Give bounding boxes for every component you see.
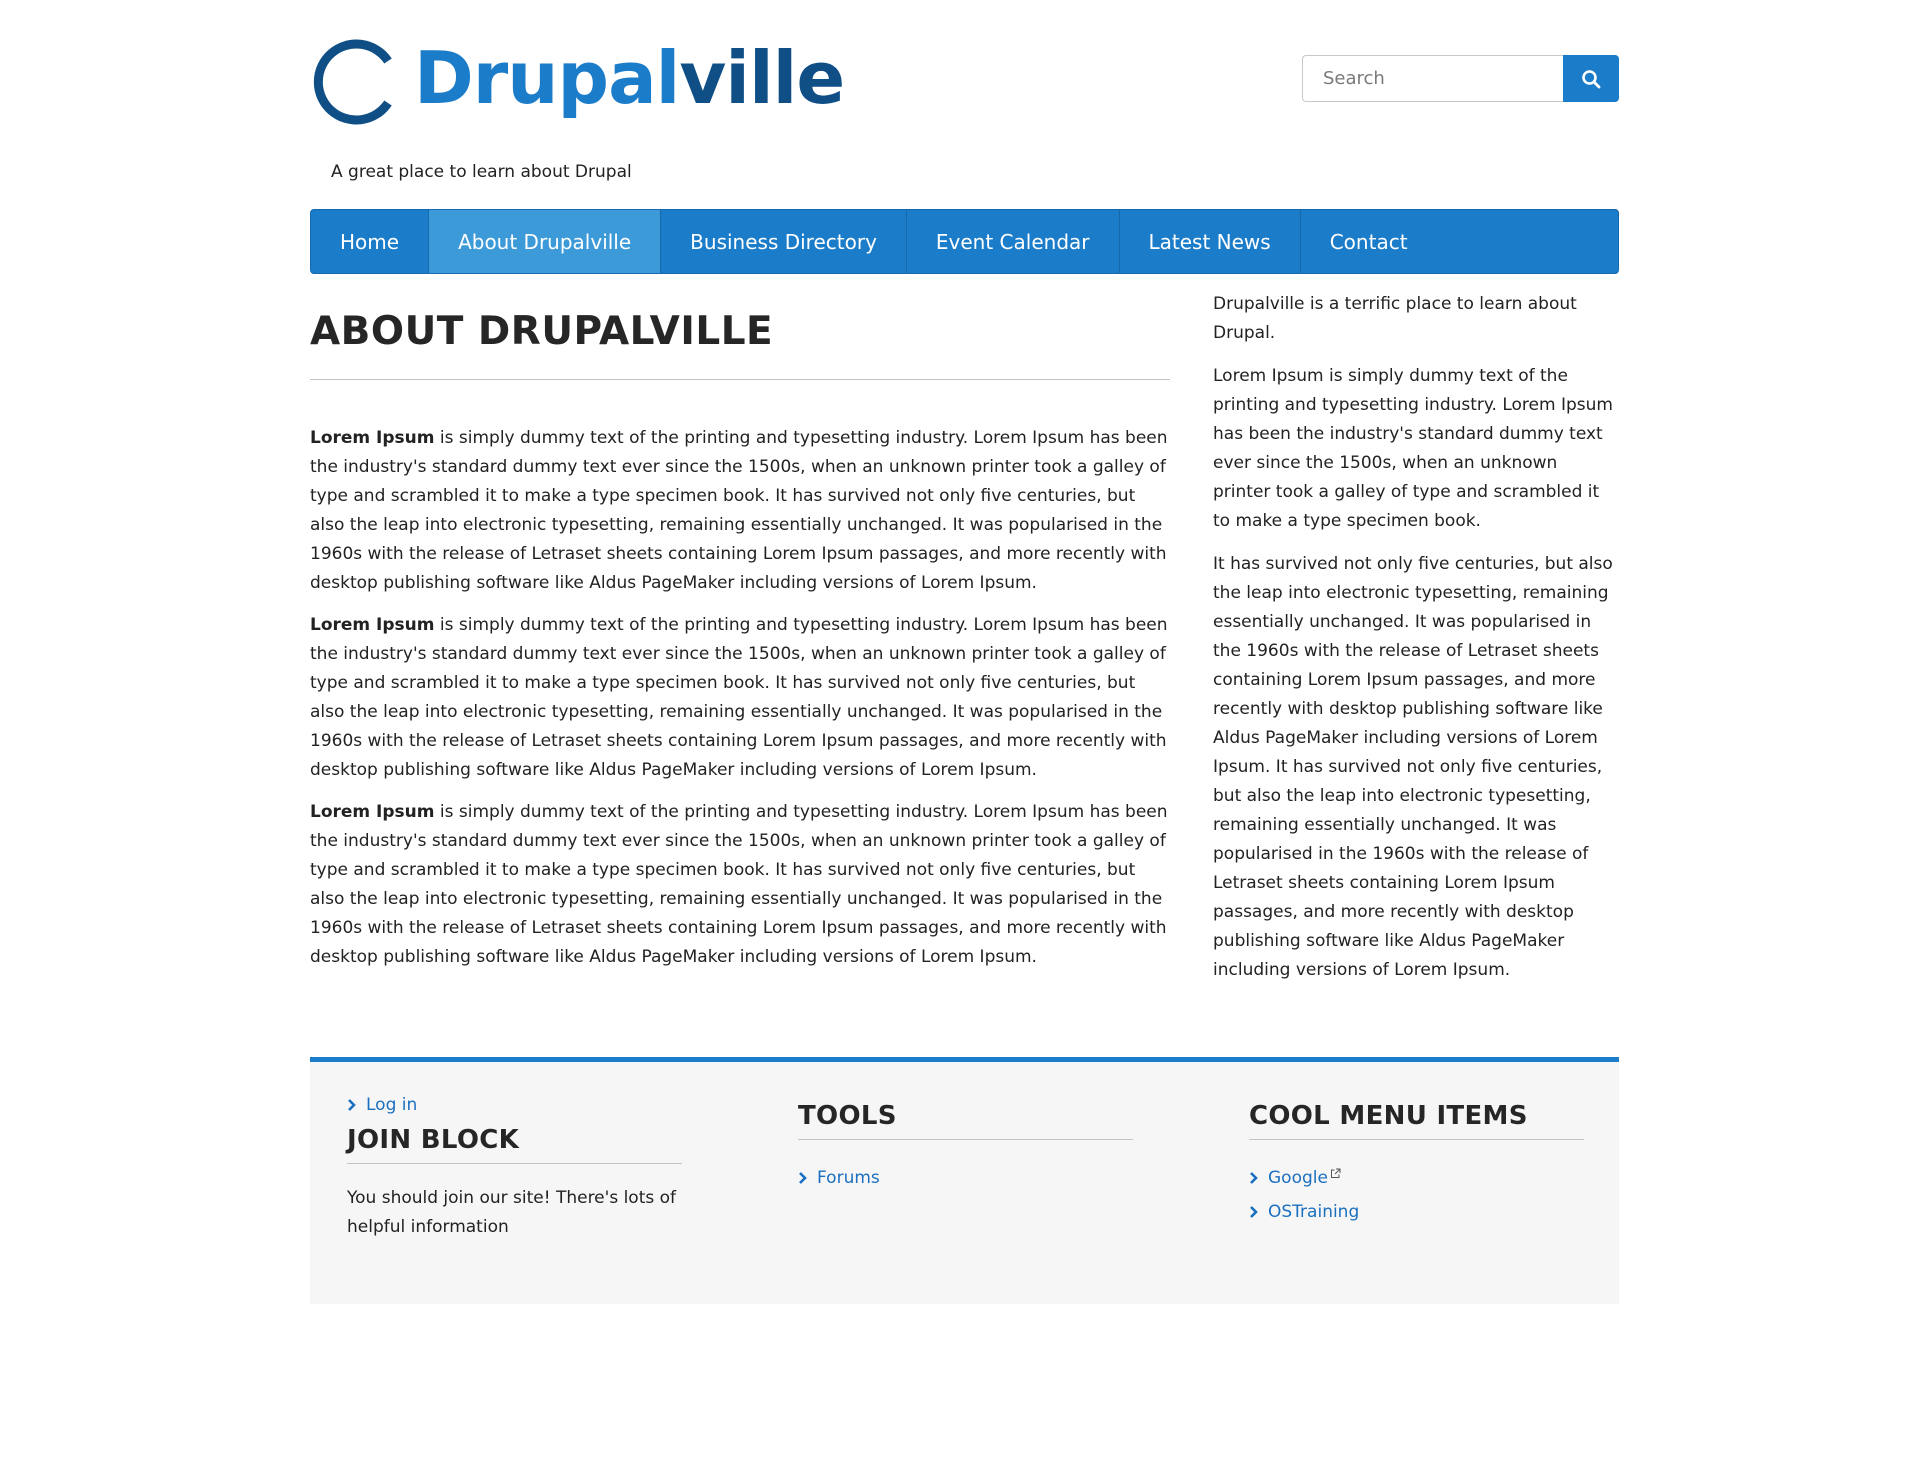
cool-menu-heading: COOL MENU ITEMS [1249,1101,1584,1140]
search-button[interactable] [1563,55,1619,102]
site-logo[interactable] [310,37,844,127]
tools-heading: TOOLS [798,1101,1133,1140]
forums-link-label: Forums [817,1168,880,1188]
sidebar [1213,274,1619,999]
join-block-text: You should join our site! There's lots of helpful information [347,1188,677,1237]
nav-item-home[interactable]: Home [311,210,429,273]
footer-column-join [347,1062,682,1242]
ostraining-link-label: OSTraining [1268,1202,1360,1222]
external-link-icon [1330,1168,1341,1179]
sidebar-paragraph: Lorem Ipsum is simply dummy text of the printing and typesetting industry. Lorem Ipsum has been the industry's standard dummy text ever since the 1500s, when an unknown printer took a galley of type and scrambled it to make a type specimen book. [1213,366,1613,531]
join-block-heading: JOIN BLOCK [347,1125,682,1164]
site-name-primary: Drupal [414,36,680,120]
article-body [310,424,1170,972]
login-link-label: Log in [366,1095,418,1115]
cool-menu [1249,1168,1584,1222]
tools-menu [798,1168,1133,1188]
main-navigation [310,209,1619,274]
sidebar-paragraph: It has survived not only five centuries, but also the leap into electronic typesetting, remaining essentially unchanged. It was popularised in the 1960s with the release of Letraset sheets containing Lorem Ipsum passages, and more recently with desktop publishing software like Aldus PageMaker including versions of Lorem Ipsum. It has survived not only five centuries, but also the leap into electronic typesetting, remaining essentially unchanged. It was popularised in the 1960s with the release of Letraset sheets containing Lorem Ipsum passages, and more recently with desktop publishing software like Aldus PageMaker including versions of Lorem Ipsum. [1213,554,1613,980]
paragraph-text: is simply dummy text of the printing and typesetting industry. Lorem Ipsum has been the industry's standard dummy text ever since the 1500s, when an unknown printer took a galley of type and scrambled it to make a type specimen book. It has survived not only five centuries, but also the leap into electronic typesetting, remaining essentially unchanged. It was popularised in the 1960s with the release of Letraset sheets containing Lorem Ipsum passages, and more recently with desktop publishing software like Aldus PageMaker including versions of Lorem Ipsum. [310,801,1168,967]
nav-item-business-directory[interactable]: Business Directory [661,210,907,273]
article-paragraph [310,424,1170,598]
login-link[interactable] [347,1095,682,1115]
search-input[interactable] [1302,55,1563,102]
page [310,0,1619,1304]
title-divider [310,379,1170,380]
site-name [414,36,845,120]
chevron-right-icon [347,1098,357,1112]
paragraph-bold-lead: Lorem Ipsum [310,801,435,822]
chevron-right-icon [798,1171,808,1185]
circle-logo-icon [310,37,400,127]
paragraph-text: is simply dummy text of the printing and typesetting industry. Lorem Ipsum has been the industry's standard dummy text ever since the 1500s, when an unknown printer took a galley of type and scrambled it to make a type specimen book. It has survived not only five centuries, but also the leap into electronic typesetting, remaining essentially unchanged. It was popularised in the 1960s with the release of Letraset sheets containing Lorem Ipsum passages, and more recently with desktop publishing software like Aldus PageMaker including versions of Lorem Ipsum. [310,614,1168,780]
sidebar-paragraph: Drupalville is a terrific place to learn about Drupal. [1213,294,1577,343]
footer-column-tools [798,1062,1133,1202]
content-area [310,274,1619,999]
site-name-secondary: ville [679,36,845,120]
main-content [310,274,1170,999]
footer-column-cool-menu [1249,1062,1584,1236]
site-slogan: A great place to learn about Drupal [331,162,632,182]
search-form [1302,55,1619,102]
chevron-right-icon [1249,1205,1259,1219]
nav-item-about-drupalville[interactable]: About Drupalville [429,210,661,273]
article-paragraph [310,798,1170,972]
paragraph-bold-lead: Lorem Ipsum [310,427,435,448]
ostraining-link[interactable] [1249,1202,1584,1222]
paragraph-text: is simply dummy text of the printing and typesetting industry. Lorem Ipsum has been the industry's standard dummy text ever since the 1500s, when an unknown printer took a galley of type and scrambled it to make a type specimen book. It has survived not only five centuries, but also the leap into electronic typesetting, remaining essentially unchanged. It was popularised in the 1960s with the release of Letraset sheets containing Lorem Ipsum passages, and more recently with desktop publishing software like Aldus PageMaker including versions of Lorem Ipsum. [310,427,1168,593]
article-paragraph [310,611,1170,785]
site-footer [310,1057,1619,1304]
nav-item-latest-news[interactable]: Latest News [1120,210,1301,273]
page-title: ABOUT DRUPALVILLE [310,309,774,354]
chevron-right-icon [1249,1171,1259,1185]
paragraph-bold-lead: Lorem Ipsum [310,614,435,635]
google-link-label: Google [1268,1168,1328,1188]
forums-link[interactable] [798,1168,1133,1188]
site-header [310,0,1619,209]
search-icon [1581,69,1601,89]
google-link[interactable] [1249,1168,1584,1188]
nav-item-event-calendar[interactable]: Event Calendar [907,210,1120,273]
nav-item-contact[interactable]: Contact [1329,229,1408,254]
